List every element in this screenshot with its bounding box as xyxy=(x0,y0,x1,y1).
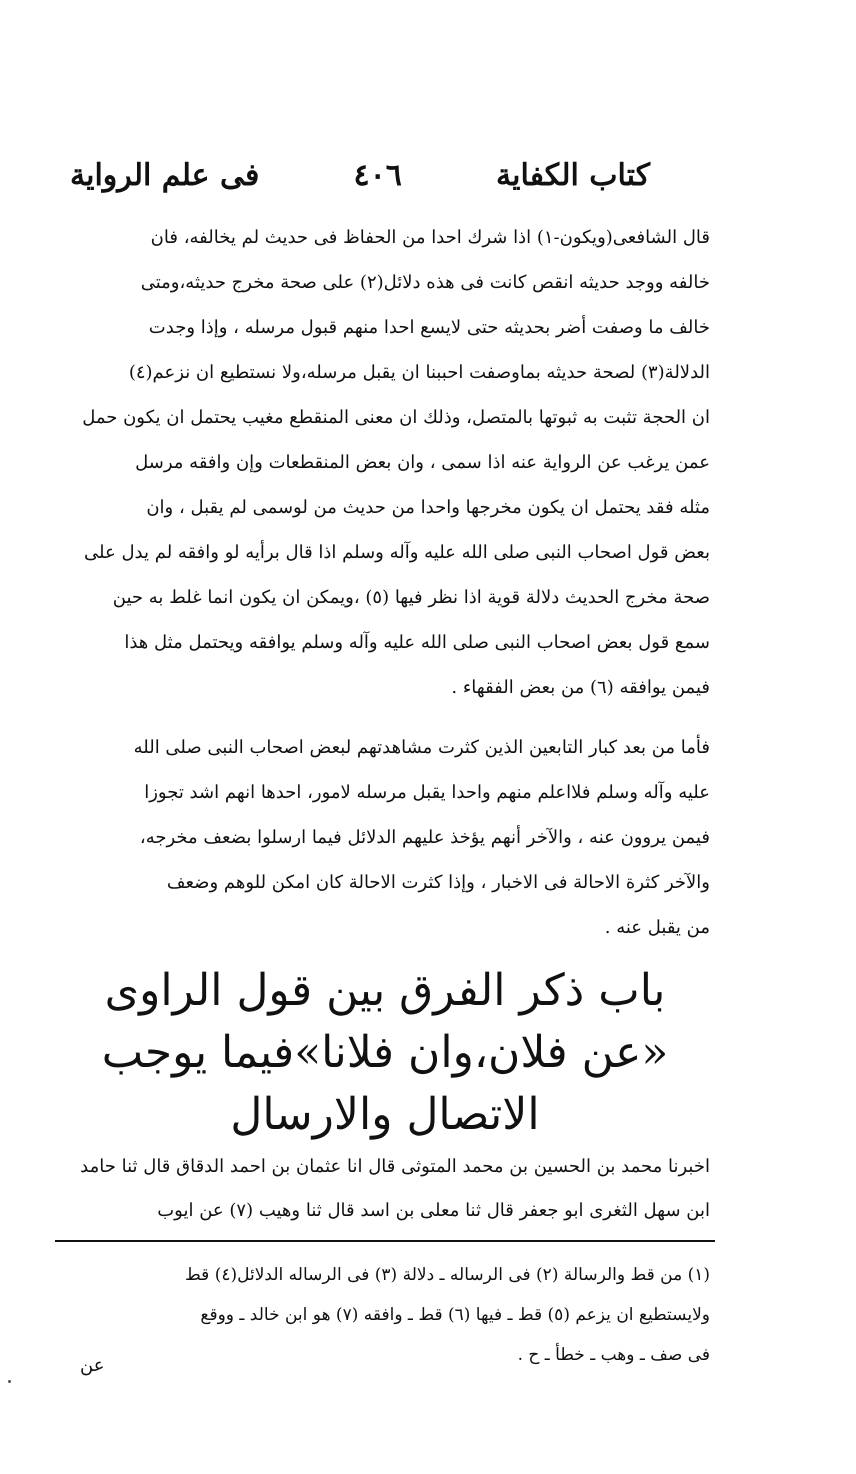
text-line: ابن سهل الثغرى ابو جعفر قال ثنا معلى بن اسد قال ثنا وهيب (٧) عن ايوب xyxy=(157,1200,710,1221)
text-line: سمع قول بعض اصحاب النبى صلى الله عليه وآله وسلم يوافقه ويحتمل مثل هذا xyxy=(124,632,710,653)
text-line: فيمن يوافقه (٦) من بعض الفقهاء . xyxy=(451,677,710,698)
text-line: فيمن يروون عنه ، والآخر أنهم يؤخذ عليهم الدلائل فيما ارسلوا بضعف مخرجه، xyxy=(139,827,710,848)
text-line: قال الشافعى(ويكون-١) اذا شرك احدا من الحفاظ فى حديث لم يخالفه، فان xyxy=(150,227,710,248)
chapter-heading xyxy=(60,960,710,1146)
text-line: من يقبل عنه . xyxy=(604,917,710,938)
scan-speck xyxy=(8,1380,11,1383)
footnote-line: فى صف ـ وهب ـ خطأ ـ ح . xyxy=(517,1345,710,1365)
text-line: عليه وآله وسلم فلااعلم منهم واحدا يقبل مرسله لامور، احدها انهم اشد تجوزا xyxy=(144,782,710,803)
text-line: خالفه ووجد حديثه انقص كانت فى هذه دلائل(٢) على صحة مخرج حديثه،ومتى xyxy=(140,272,710,293)
text-line: اخبرنا محمد بن الحسين بن محمد المتوثى قال انا عثمان بن احمد الدقاق قال ثنا حامد xyxy=(80,1156,710,1177)
text-line: بعض قول اصحاب النبى صلى الله عليه وآله وسلم اذا قال برأيه لو وافقه لم يدل على xyxy=(84,542,710,563)
text-line: الدلالة(٣) لصحة حديثه بماوصفت احببنا ان يقبل مرسله،ولا نستطيع ان نزعم(٤) xyxy=(128,362,710,383)
heading-line: باب ذكر الفرق بين قول الراوى xyxy=(104,965,666,1016)
page-number: ٤٠٦ xyxy=(353,157,402,193)
book-title: كتاب الكفاية xyxy=(496,157,650,193)
text-line: خالف ما وصفت أضر بحديثه حتى لايسع احدا منهم قبول مرسله ، وإذا وجدت xyxy=(148,317,710,338)
text-line: والآخر كثرة الاحالة فى الاخبار ، وإذا كثرت الاحالة كان امكن للوهم وضعف xyxy=(166,872,710,893)
text-line: فأما من بعد كبار التابعين الذين كثرت مشاهدتهم لبعض اصحاب النبى صلى الله xyxy=(133,737,710,758)
text-line: عمن يرغب عن الرواية عنه اذا سمى ، وان بعض المنقطعات وإن وافقه مرسل xyxy=(135,452,710,473)
text-line: ان الحجة تثبت به ثبوتها بالمتصل، وذلك ان معنى المنقطع مغيب يحتمل ان يكون حمل xyxy=(82,407,710,428)
catchword: عن xyxy=(80,1355,105,1376)
footnote-line: ولايستطيع ان يزعم (٥) قط ـ فيها (٦) قط ـ وافقه (٧) هو ابن خالد ـ ووقع xyxy=(200,1305,710,1325)
header-subtitle: فى علم الرواية xyxy=(70,157,260,193)
heading-line: الاتصال والارسال xyxy=(230,1089,540,1140)
paragraph-tabiin xyxy=(60,725,710,950)
footnotes xyxy=(60,1255,710,1375)
text-line: مثله فقد يحتمل ان يكون مخرجها واحدا من حديث من لوسمى لم يقبل ، وان xyxy=(146,497,710,518)
footnote-line: (١) من قط والرسالة (٢) فى الرساله ـ دلالة (٣) فى الرساله الدلائل(٤) قط xyxy=(185,1265,710,1285)
paragraph-shafii xyxy=(60,215,710,710)
paragraph-isnad xyxy=(60,1145,710,1233)
heading-line: «عن فلان،وان فلانا»فيما يوجب xyxy=(101,1027,669,1078)
running-header xyxy=(70,150,650,200)
footnote-divider xyxy=(55,1240,715,1242)
text-line: صحة مخرج الحديث دلالة قوية اذا نظر فيها (٥) ،ويمكن ان يكون انما غلط به حين xyxy=(112,587,710,608)
